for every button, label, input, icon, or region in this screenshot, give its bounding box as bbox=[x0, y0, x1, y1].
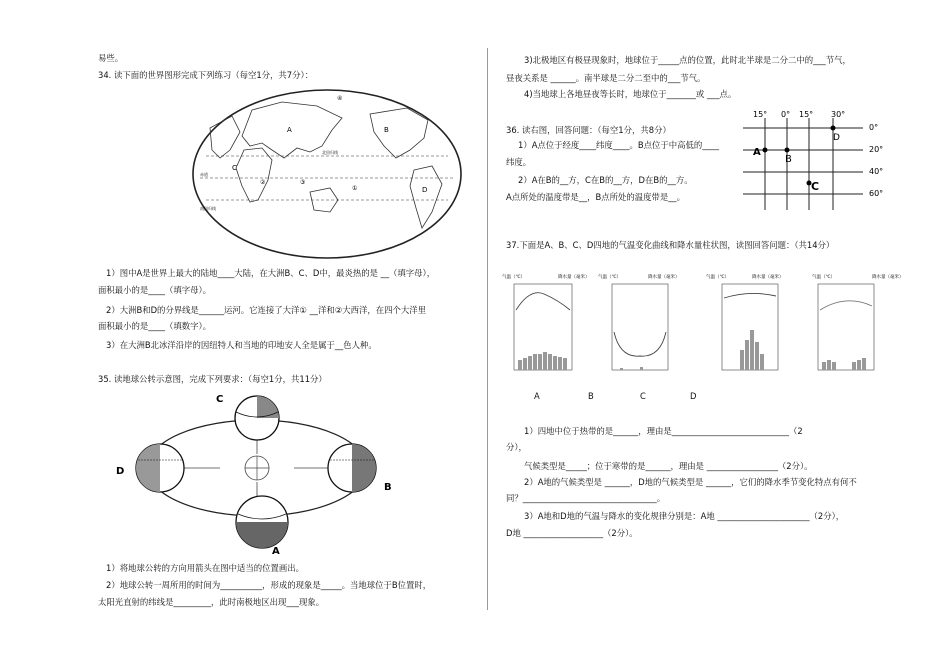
q35-cont-3: 4)当地球上各地昼夜等长时，地球位于_______或 ___点。 bbox=[524, 89, 737, 99]
map-label-4: ④ bbox=[337, 95, 343, 102]
grid-top-15w: 15° bbox=[753, 110, 768, 119]
q34-line-1: 1）图中A是世界上最大的陆地____大陆，在大洲B、C、D中，最炎热的是 __（填字母）， bbox=[106, 268, 436, 278]
map-label-tropic-n: 北回归线 bbox=[322, 150, 338, 155]
svg-text:气温（℃）: 气温（℃） bbox=[812, 275, 836, 280]
q35-line-3: 太阳光直射的纬线是_________，此时南极地区出现___现象。 bbox=[98, 597, 325, 607]
climate-chart-B bbox=[598, 273, 680, 370]
q36-line-1: 1）A点位于经度____纬度____。B点位于中高低的____ bbox=[518, 140, 720, 150]
position-A: A bbox=[272, 546, 280, 557]
map-label-C: C bbox=[232, 164, 237, 172]
q34-line-2: 面积最小的是____（填字母）。 bbox=[98, 285, 212, 295]
position-D: D bbox=[116, 466, 125, 477]
q36-line-2: 纬度。 bbox=[506, 157, 532, 167]
grid-right-20: 20° bbox=[869, 145, 884, 154]
q35-line-1: 1）将地球公转的方向用箭头在图中适当的位置画出。 bbox=[106, 563, 304, 573]
svg-text:降水量（毫米）: 降水量（毫米） bbox=[558, 275, 590, 280]
q37-title: 37.下面是A、B、C、D四地的气温变化曲线和降水量柱状图，读图回答问题：（共14分） bbox=[506, 240, 835, 250]
grid-right-40: 40° bbox=[869, 167, 884, 176]
q35-cont-2: 昼夜关系是 ______。南半球是二分二至中的___节气。 bbox=[506, 73, 706, 83]
q36-title: 36. 读右图，回答问题：（每空1分，共8分） bbox=[506, 125, 671, 135]
grid-point-B: B bbox=[785, 154, 792, 165]
q37-line-3: 气候类型是_____；位于寒带的是______，理由是 _________________（2分）。 bbox=[524, 461, 813, 471]
chart-letter-A: A bbox=[534, 391, 540, 401]
grid-right-0: 0° bbox=[869, 123, 879, 132]
q36-line-4: A点所处的温度带是__，B点所处的温度带是__。 bbox=[506, 192, 685, 202]
position-B: B bbox=[384, 482, 392, 493]
map-label-B: B bbox=[384, 126, 389, 134]
grid-point-D: D bbox=[833, 133, 840, 143]
chart-letter-B: B bbox=[588, 391, 594, 401]
q34-title: 34. 读下面的世界图形完成下列练习（每空1分，共7分）： bbox=[98, 70, 314, 80]
svg-text:气温（℃）: 气温（℃） bbox=[598, 275, 622, 280]
map-label-D: D bbox=[422, 186, 428, 194]
svg-text:气温（℃）: 气温（℃） bbox=[502, 275, 526, 280]
grid-point-C: C bbox=[811, 180, 820, 193]
q34-line-3: 2）大洲B和D的分界线是______运河。它连接了大洋① __洋和②大西洋，在四个大洋里 bbox=[106, 305, 426, 315]
lat-lon-grid bbox=[735, 110, 885, 216]
svg-text:降水量（毫米）: 降水量（毫米） bbox=[648, 275, 680, 280]
climate-chart-C bbox=[706, 273, 784, 370]
map-label-equator: 赤道 bbox=[200, 172, 208, 177]
world-map bbox=[192, 88, 462, 260]
chart-letter-C: C bbox=[640, 391, 646, 401]
q37-line-6: 3）A地和D地的气温与降水的变化规律分别是：A地 ______________________（2分）， bbox=[524, 511, 845, 521]
q37-line-1: 1）四地中位于热带的是______，理由是____________________________（2 bbox=[524, 426, 803, 436]
svg-text:气温（℃）: 气温（℃） bbox=[706, 275, 730, 280]
q34-line-5: 3）在大洲B北冰洋沿岸的因纽特人和当地的印地安人全是属于__色人种。 bbox=[106, 340, 377, 350]
grid-point-A: A bbox=[753, 147, 761, 158]
q35-cont-1: 3)北极地区有极昼现象时，地球位于_____点的位置，此时北半球是二分二中的___节气， bbox=[524, 55, 851, 65]
q35-title: 35. 读地球公转示意图，完成下列要求：（每空1分，共11分） bbox=[98, 374, 327, 384]
q36-line-3: 2）A在B的__方，C在B的__方，D在B的__方。 bbox=[518, 175, 693, 185]
map-label-2: ② bbox=[260, 179, 266, 186]
map-label-1: ① bbox=[352, 185, 358, 192]
position-C: C bbox=[216, 394, 224, 405]
q37-line-7: D地 ___________________（2分）。 bbox=[506, 528, 638, 538]
chart-letter-D: D bbox=[690, 391, 697, 401]
grid-top-30: 30° bbox=[831, 110, 846, 119]
map-label-3: ③ bbox=[300, 179, 306, 186]
revolution-diagram bbox=[112, 388, 402, 560]
column-divider bbox=[487, 48, 488, 610]
climate-chart-A bbox=[502, 273, 590, 370]
q35-line-2: 2）地球公转一周所用的时间为__________，形成的现象是_____。当地球位于B位置时， bbox=[106, 580, 432, 590]
q37-line-5: 同？________________________________。 bbox=[506, 493, 666, 503]
climate-chart-D bbox=[812, 273, 904, 370]
grid-top-15e: 15° bbox=[799, 110, 814, 119]
q34-line-4: 面积最小的是____（填数字）。 bbox=[98, 321, 212, 331]
top-line: 易些。 bbox=[98, 53, 124, 63]
svg-text:降水量（毫米）: 降水量（毫米） bbox=[872, 275, 904, 280]
grid-top-0: 0° bbox=[781, 110, 791, 119]
grid-right-60: 60° bbox=[869, 189, 884, 198]
map-label-tropic-s: 南回归线 bbox=[200, 206, 216, 211]
svg-text:降水量（毫米）: 降水量（毫米） bbox=[752, 275, 784, 280]
q37-line-4: 2）A地的气候类型是 ______，D地的气候类型是 ______，它们的降水季节变化特点有何不 bbox=[524, 477, 857, 487]
q37-line-2: 分）， bbox=[506, 442, 527, 452]
map-label-A: A bbox=[287, 126, 292, 134]
climate-charts bbox=[500, 270, 904, 380]
